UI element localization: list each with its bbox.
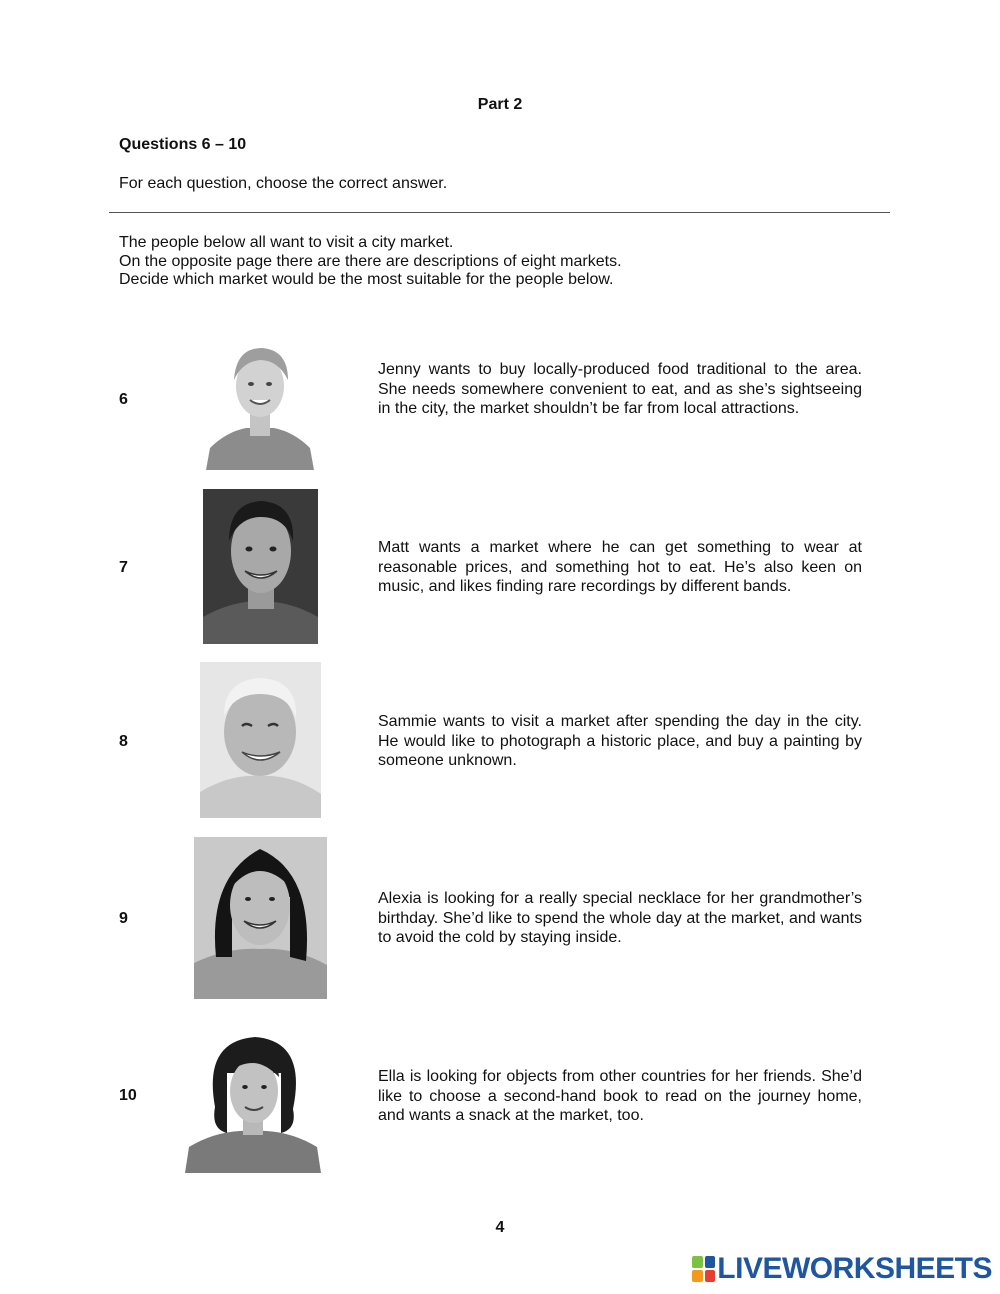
intro-text	[119, 234, 622, 290]
divider	[109, 212, 890, 213]
question-number: 8	[119, 733, 128, 750]
logo-text: LIVEWORKSHEETS	[717, 1252, 992, 1285]
question-description: Sammie wants to visit a market after spending the day in the city. He would like to photograph a historic place, and buy a painting by someone unknown.	[378, 713, 862, 769]
liveworksheets-logo	[692, 1253, 992, 1285]
intro-line: Decide which market would be the most suitable for the people below.	[119, 271, 614, 288]
question-number: 6	[119, 391, 128, 408]
person-photo-sammie	[200, 662, 321, 818]
question-number: 10	[119, 1087, 137, 1104]
person-photo-jenny	[206, 340, 314, 470]
intro-line: The people below all want to visit a city market.	[119, 234, 454, 251]
question-description: Matt wants a market where he can get something to wear at reasonable prices, and something hot to eat. He’s also keen on music, and likes finding rare recordings by different bands.	[378, 539, 862, 595]
logo-icon	[692, 1256, 715, 1282]
questions-range: Questions 6 – 10	[119, 136, 247, 153]
question-number: 9	[119, 910, 128, 927]
question-description: Alexia is looking for a really special necklace for her grandmother’s birthday. She’d like to spend the whole day at the market, and wants to avoid the cold by staying inside.	[378, 890, 862, 946]
intro-line: On the opposite page there are there are descriptions of eight markets.	[119, 252, 622, 270]
person-photo-ella	[185, 1033, 321, 1173]
question-description: Ella is looking for objects from other countries for her friends. She’d like to choose a second-hand book to read on the journey home, and wants a snack at the market, too.	[378, 1068, 862, 1124]
person-photo-alexia	[194, 837, 327, 999]
part-title: Part 2	[477, 96, 523, 113]
instruction-text: For each question, choose the correct answer.	[119, 175, 448, 192]
person-photo-matt	[203, 489, 318, 644]
page-number: 4	[495, 1219, 505, 1236]
question-description: Jenny wants to buy locally-produced food traditional to the area. She needs somewhere convenient to eat, and as she’s sightseeing in the city, the market shouldn’t be far from local attractions.	[378, 361, 862, 417]
question-number: 7	[119, 559, 128, 576]
